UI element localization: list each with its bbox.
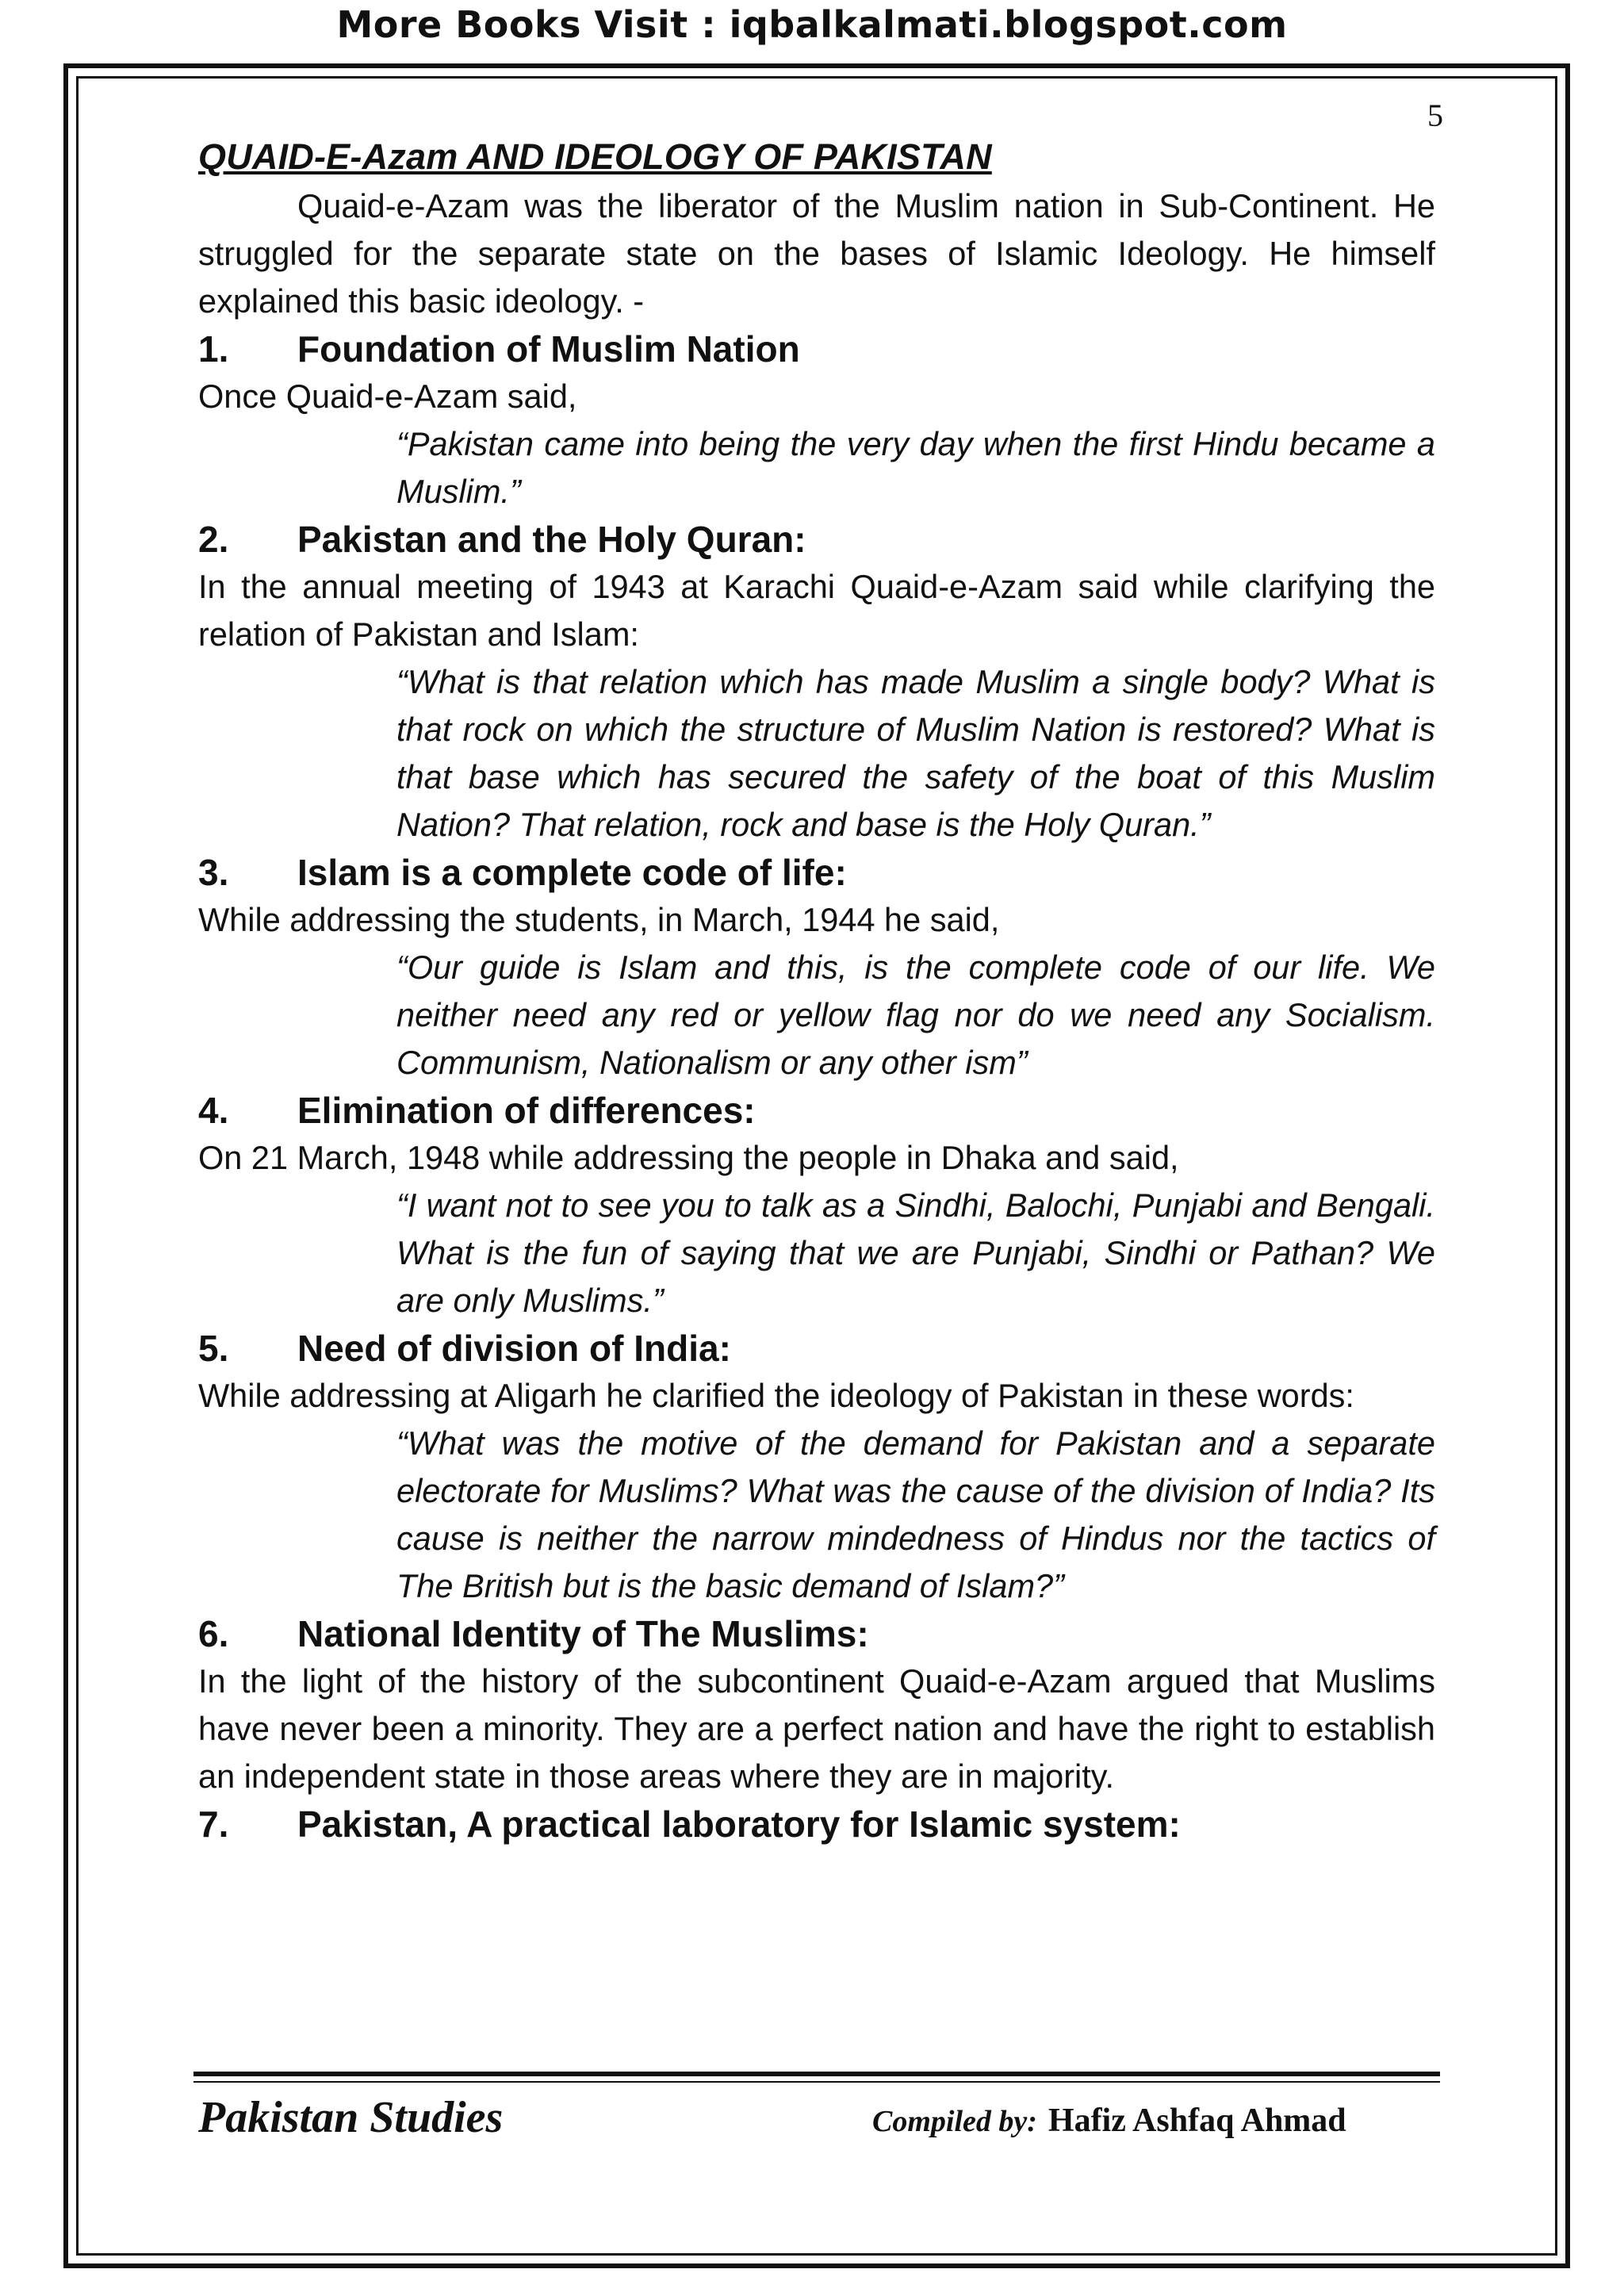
section-number: 1.: [198, 328, 229, 370]
footer-credit: [872, 2102, 1346, 2140]
section-quote: “What was the motive of the demand for Pakistan and a separate electorate for Muslims? What was the cause of the division of India? Its cause is neither the narrow mindedness of Hindus nor the tactics of The British but is the basic demand of Islam?”: [396, 1424, 1435, 1604]
section-1: [198, 325, 1435, 516]
footer-rule-thin: [193, 2081, 1440, 2083]
section-number: 5.: [198, 1328, 229, 1369]
section-text: While addressing at Aligarh he clarified the ideology of Pakistan in these words:: [198, 1377, 1354, 1414]
section-4: [198, 1087, 1435, 1324]
section-3: [198, 849, 1435, 1087]
section-heading: [198, 1324, 1435, 1372]
section-title: Need of division of India:: [297, 1328, 731, 1369]
chapter-title: QUAID-E-Azam AND IDEOLOGY OF PAKISTAN: [198, 136, 992, 177]
page-content: [198, 132, 1435, 1848]
page-number: 5: [1427, 98, 1443, 133]
section-text: In the light of the history of the subcontinent Quaid-e-Azam argued that Muslims have never been a minority. They are a perfect nation and have the right to establish an independent state in those areas where they are in majority.: [198, 1662, 1435, 1795]
section-7: [198, 1800, 1435, 1848]
section-title: National Identity of The Muslims:: [297, 1613, 869, 1654]
section-heading: [198, 849, 1435, 896]
section-text: On 21 March, 1948 while addressing the people in Dhaka and said,: [198, 1139, 1179, 1176]
section-number: 2.: [198, 519, 229, 560]
section-title: Pakistan and the Holy Quran:: [297, 519, 806, 560]
section-heading: [198, 1087, 1435, 1134]
section-text: While addressing the students, in March, 1944 he said,: [198, 901, 1000, 938]
section-quote: “Pakistan came into being the very day when the first Hindu became a Muslim.”: [396, 425, 1435, 510]
author-name: Hafiz Ashfaq Ahmad: [1048, 2102, 1346, 2139]
intro-paragraph: Quaid-e-Azam was the liberator of the Muslim nation in Sub-Continent. He struggled for the separate state on the bases of Islamic Ideology. He himself explained this basic ideology. -: [198, 187, 1435, 320]
section-heading: [198, 1610, 1435, 1658]
section-number: 6.: [198, 1613, 229, 1654]
section-5: [198, 1324, 1435, 1610]
section-number: 4.: [198, 1090, 229, 1131]
section-6: [198, 1610, 1435, 1800]
footer-rule: [193, 2072, 1440, 2076]
section-number: 3.: [198, 852, 229, 893]
section-heading: [198, 1800, 1435, 1848]
section-heading: [198, 516, 1435, 563]
section-title: Foundation of Muslim Nation: [297, 328, 800, 370]
footer-book-title: Pakistan Studies: [198, 2093, 504, 2142]
section-quote: “What is that relation which has made Muslim a single body? What is that rock on which the structure of Muslim Nation is restored? What is that base which has secured the safety of the boat of this Muslim Nation? That relation, rock and base is the Holy Quran.”: [396, 663, 1435, 843]
compiled-by-label: Compiled by:: [872, 2105, 1037, 2138]
section-number: 7.: [198, 1803, 229, 1845]
site-banner: More Books Visit : iqbalkalmati.blogspot.com: [336, 3, 1288, 46]
section-heading: [198, 325, 1435, 373]
section-2: [198, 516, 1435, 849]
section-text: Once Quaid-e-Azam said,: [198, 378, 577, 415]
section-title: Elimination of differences:: [297, 1090, 756, 1131]
section-title: Islam is a complete code of life:: [297, 852, 847, 893]
section-text: In the annual meeting of 1943 at Karachi Quaid-e-Azam said while clarifying the relation of Pakistan and Islam:: [198, 568, 1435, 653]
section-quote: “I want not to see you to talk as a Sindhi, Balochi, Punjabi and Bengali. What is the fun of saying that we are Punjabi, Sindhi or Pathan? We are only Muslims.”: [396, 1186, 1435, 1319]
section-title: Pakistan, A practical laboratory for Islamic system:: [297, 1803, 1181, 1845]
section-quote: “Our guide is Islam and this, is the complete code of our life. We neither need any red or yellow flag nor do we need any Socialism. Communism, Nationalism or any other ism”: [396, 949, 1435, 1081]
